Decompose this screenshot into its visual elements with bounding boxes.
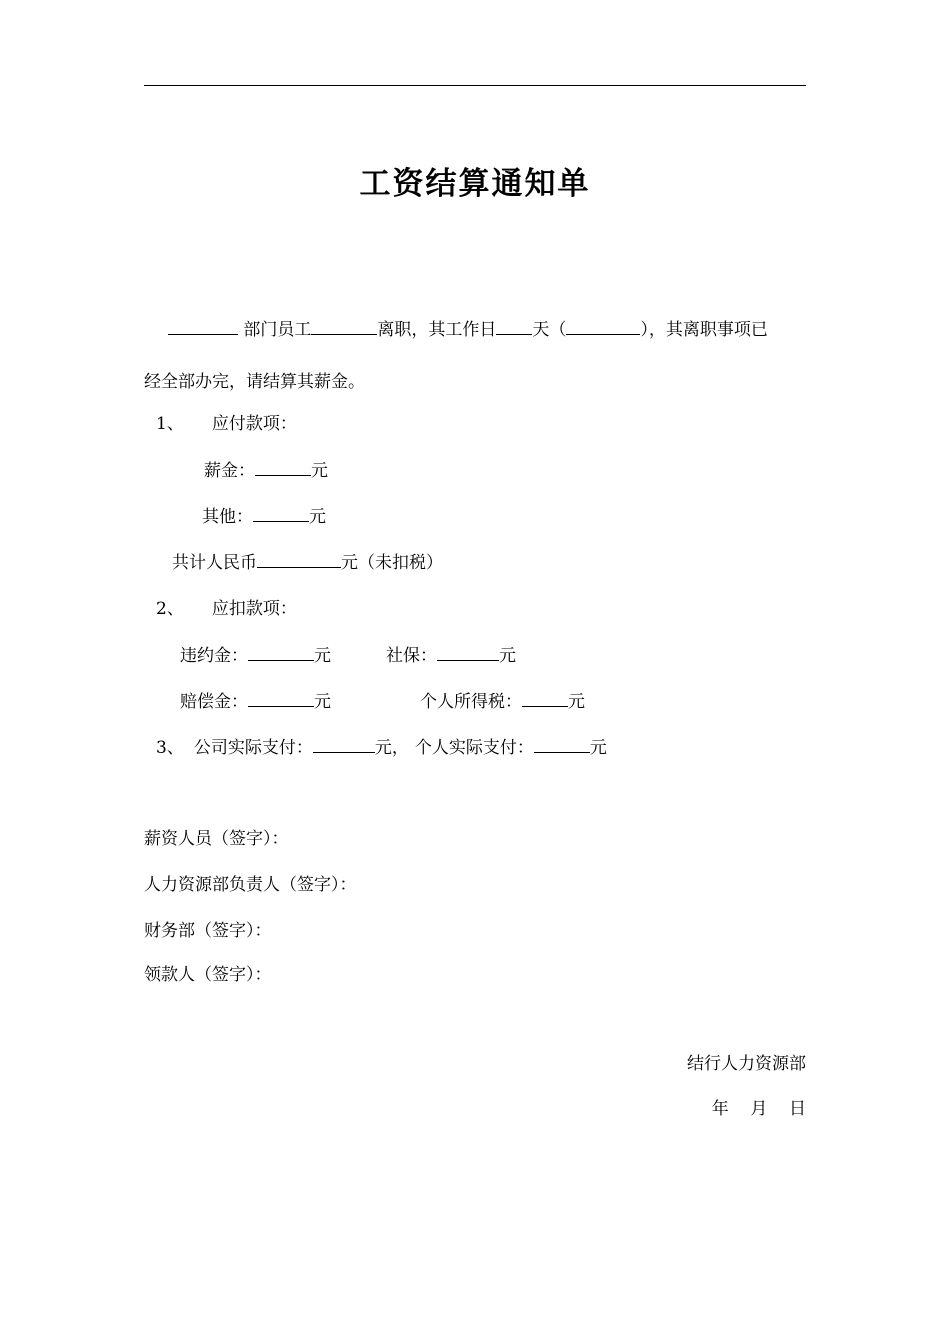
compensation-line [180,690,331,714]
footer-department: 结行人力资源部 [687,1054,806,1074]
social-blank[interactable] [437,644,499,661]
other-unit: 元 [309,507,326,527]
other-line [202,505,326,529]
company-pay-unit: 元， [374,738,409,758]
penalty-label: 违约金： [180,646,248,666]
signature-receiver: 领款人（签字）： [144,965,272,985]
social-label: 社保： [386,646,437,666]
intro-text-resign: 离职，其工作日 [377,320,497,340]
section2-heading [156,597,297,621]
signature-finance: 财务部（签字）： [144,921,272,941]
social-line [386,644,516,668]
workdays-detail-blank[interactable] [566,318,640,335]
intro-line-1 [168,318,768,342]
intro-text-done: ），其离职事项已 [640,320,768,340]
tax-label: 个人所得税： [420,692,522,712]
compensation-label: 赔偿金： [180,692,248,712]
section3-line [156,736,607,760]
company-pay-label: 公司实际支付： [193,738,313,758]
intro-line-2: 经全部办完，请结算其薪金。 [144,372,365,392]
personal-pay-blank[interactable] [534,736,590,753]
salary-line [204,459,328,483]
tax-line [420,690,585,714]
company-pay-blank[interactable] [313,736,375,753]
section1-number: 1、 [156,414,184,434]
total-label: 共计人民币 [172,553,257,573]
intro-text-days: 天（ [532,320,567,340]
total-line [172,551,443,575]
other-label: 其他： [202,507,253,527]
employee-name-blank[interactable] [311,318,377,335]
signature-hr-head: 人力资源部负责人（签字）： [144,875,357,895]
salary-blank[interactable] [255,459,311,476]
penalty-blank[interactable] [248,644,314,661]
penalty-line [180,644,331,668]
penalty-unit: 元 [314,646,331,666]
tax-unit: 元 [568,692,585,712]
total-suffix: 元（未扣税） [341,553,443,573]
section2-number: 2、 [156,599,184,619]
tax-blank[interactable] [522,690,568,707]
total-blank[interactable] [257,551,341,568]
footer-date: 年 月 日 [711,1099,806,1119]
intro-text-dept: 部门员工 [243,320,312,340]
section1-label: 应付款项： [211,414,297,434]
section2-label: 应扣款项： [211,599,297,619]
other-blank[interactable] [253,505,309,522]
department-blank[interactable] [168,318,238,335]
personal-pay-unit: 元 [589,738,607,758]
salary-label: 薪金： [204,461,255,481]
compensation-unit: 元 [314,692,331,712]
compensation-blank[interactable] [248,690,314,707]
signature-payroll: 薪资人员（签字）： [144,829,289,849]
section3-number: 3、 [156,738,184,758]
page-title: 工资结算通知单 [359,166,591,202]
social-unit: 元 [499,646,516,666]
workdays-blank[interactable] [496,318,532,335]
salary-unit: 元 [311,461,328,481]
personal-pay-label: 个人实际支付： [414,738,534,758]
header-rule [144,85,806,86]
section1-heading [156,412,297,436]
